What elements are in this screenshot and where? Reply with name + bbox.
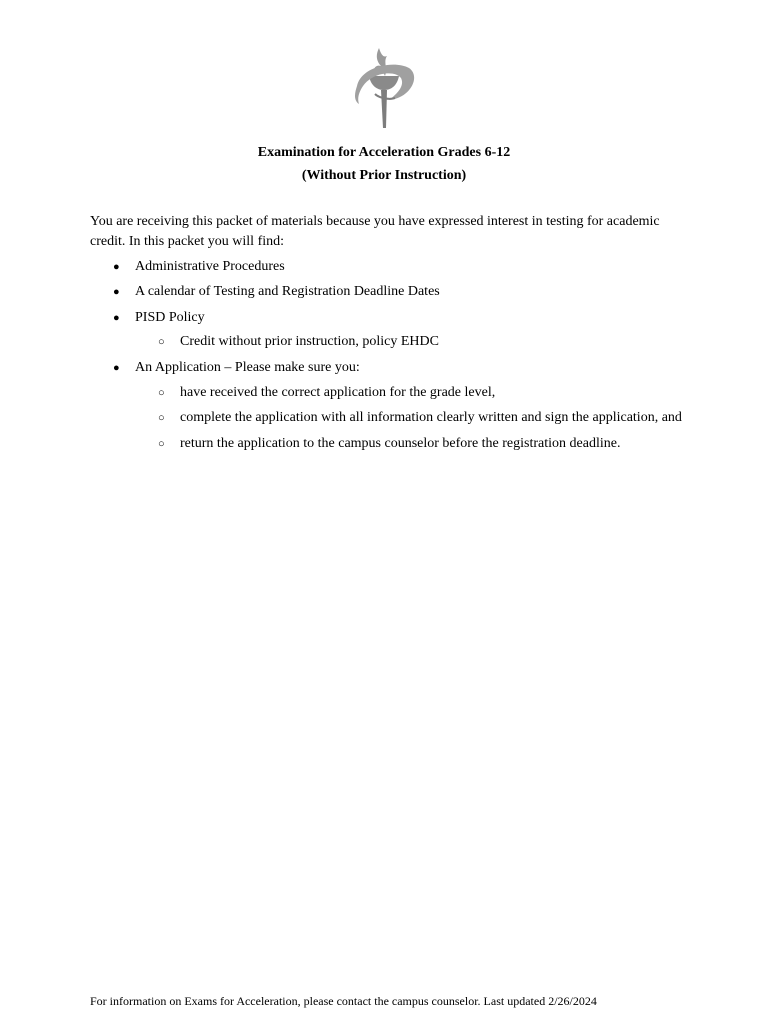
list-bullet: ● xyxy=(113,362,120,374)
list-bullet: ● xyxy=(113,261,120,273)
list-sub-item: complete the application with all information clearly written and sign the application, and xyxy=(180,410,682,425)
list-sub-bullet: ○ xyxy=(158,387,165,399)
page-footer: For information on Exams for Acceleration, please contact the campus counselor. Last updated 2/26/2024 xyxy=(90,994,597,1008)
document-title: Examination for Acceleration Grades 6-12 xyxy=(257,145,511,160)
list-bullet: ● xyxy=(113,312,120,324)
list-sub-item: have received the correct application for the grade level, xyxy=(180,385,496,400)
list-item: PISD Policy xyxy=(135,310,205,325)
list-item: An Application – Please make sure you: xyxy=(135,360,360,375)
intro-paragraph: You are receiving this packet of materials because you have expressed interest in testing for academic credit. In this packet you will find: xyxy=(90,214,660,249)
list-sub-bullet: ○ xyxy=(158,336,165,348)
list-item: Administrative Procedures xyxy=(135,259,285,274)
document-subtitle: (Without Prior Instruction) xyxy=(301,168,467,183)
torch-logo-icon xyxy=(339,42,429,132)
list-item: A calendar of Testing and Registration Deadline Dates xyxy=(135,284,440,299)
list-sub-item: return the application to the campus counselor before the registration deadline. xyxy=(180,436,621,451)
list-sub-item: Credit without prior instruction, policy EHDC xyxy=(180,334,439,349)
list-sub-bullet: ○ xyxy=(158,412,165,424)
list-sub-bullet: ○ xyxy=(158,438,165,450)
list-bullet: ● xyxy=(113,286,120,298)
